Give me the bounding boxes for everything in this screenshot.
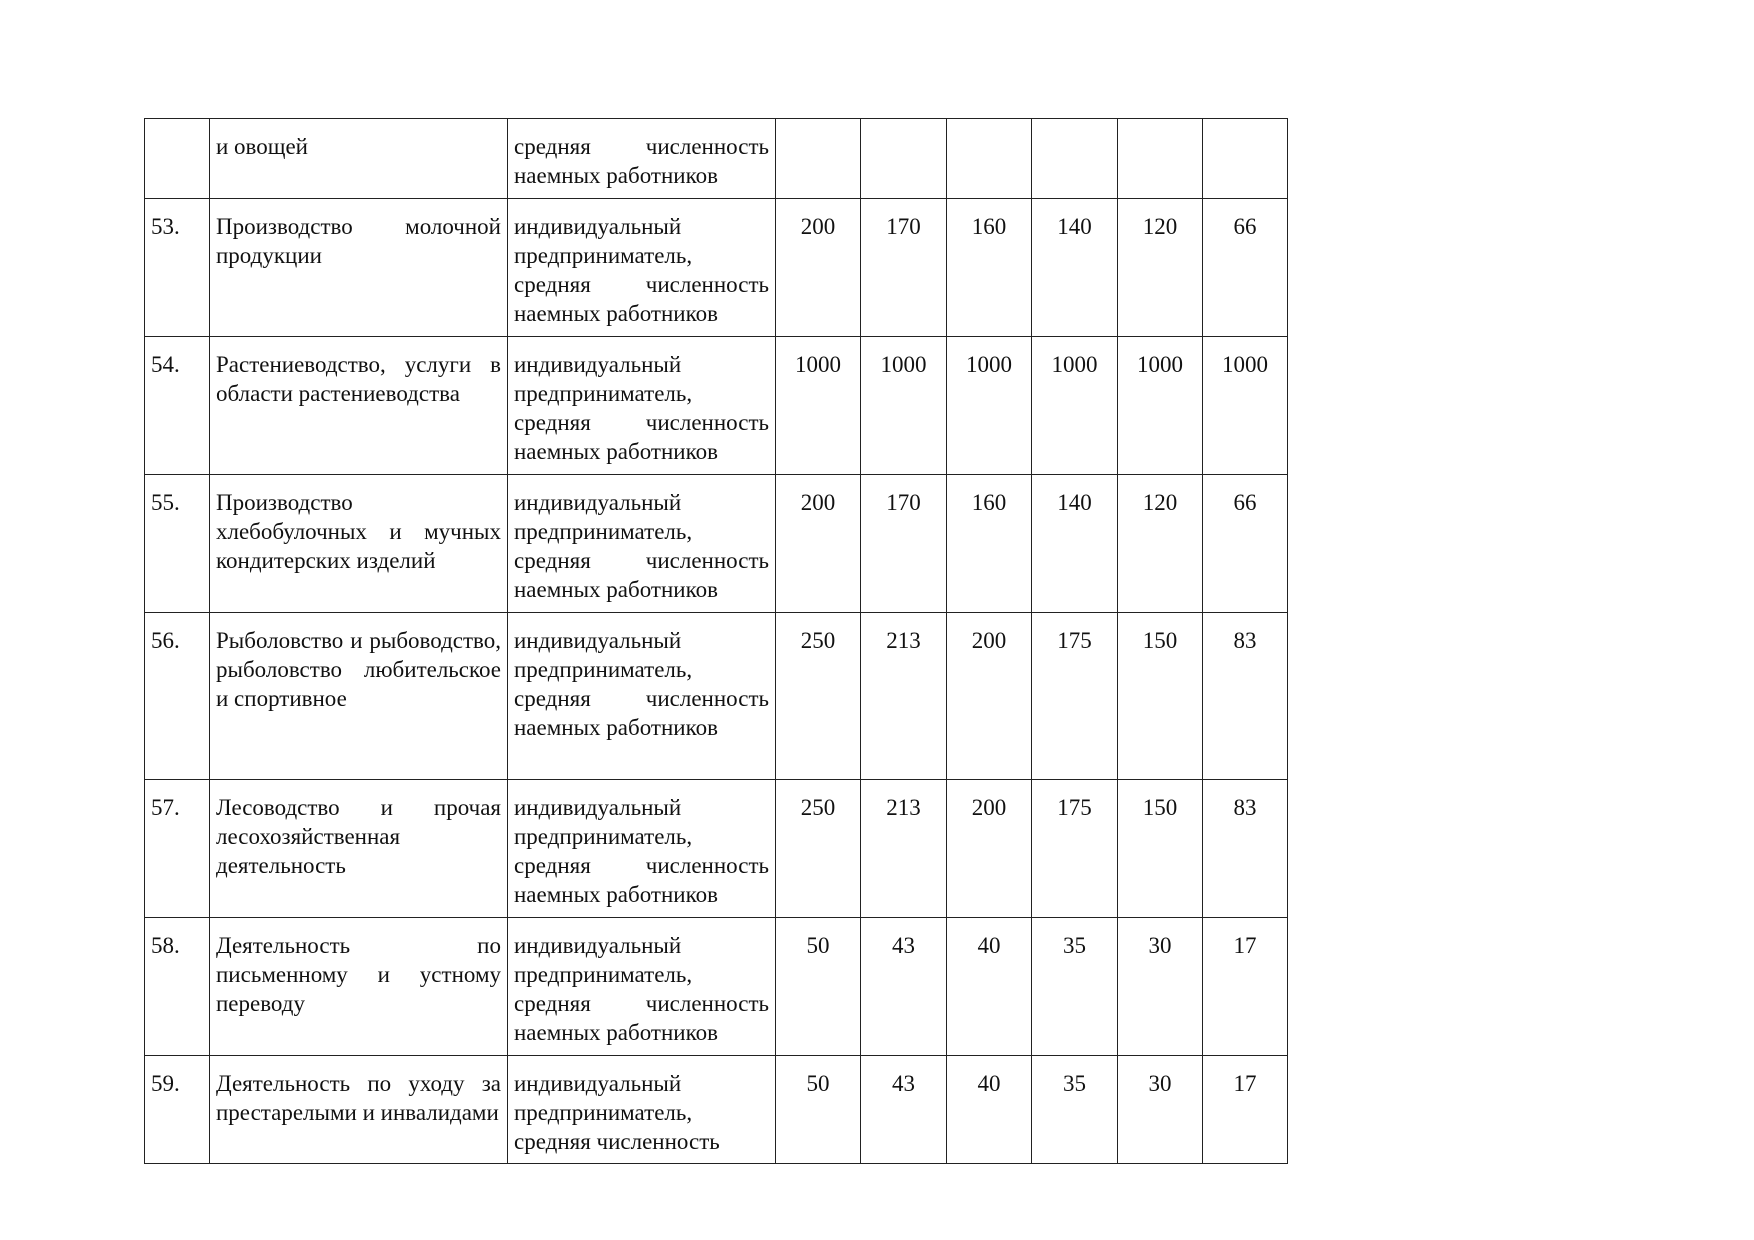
indicator-line: средняя численность: [514, 134, 769, 159]
table-row: [145, 475, 1288, 613]
physical-indicator: [508, 780, 776, 918]
value-cell: 40: [947, 918, 1032, 1056]
activity-name: Производство хлебобулочных и мучных кондитерских изделий: [210, 475, 508, 613]
indicator-line: наемных работников: [514, 715, 718, 740]
physical-indicator: [508, 119, 776, 199]
value-cell: 160: [947, 475, 1032, 613]
row-number: 56.: [145, 613, 210, 780]
value-cell: [776, 119, 861, 199]
value-cell: [1032, 119, 1118, 199]
value-cell: 35: [1032, 918, 1118, 1056]
indicator-line: индивидуальный: [514, 352, 682, 377]
row-number: 54.: [145, 337, 210, 475]
activity-name: Лесоводство и прочая лесохозяйственная деятельность: [210, 780, 508, 918]
physical-indicator: [508, 337, 776, 475]
physical-indicator: [508, 918, 776, 1056]
row-number: 53.: [145, 199, 210, 337]
value-cell: 120: [1118, 475, 1203, 613]
indicator-line: наемных работников: [514, 439, 718, 464]
value-cell: 35: [1032, 1056, 1118, 1164]
indicator-line: предприниматель,: [514, 657, 693, 682]
value-cell: 66: [1203, 475, 1288, 613]
value-cell: 170: [861, 475, 947, 613]
activity-name: Растениеводство, услуги в области растениеводства: [210, 337, 508, 475]
indicator-line: средняя численность: [514, 548, 769, 573]
value-cell: 250: [776, 613, 861, 780]
value-cell: 83: [1203, 780, 1288, 918]
indicator-line: средняя численность: [514, 853, 769, 878]
table-body: [145, 119, 1288, 1164]
value-cell: 40: [947, 1056, 1032, 1164]
value-cell: 17: [1203, 918, 1288, 1056]
table-row: [145, 918, 1288, 1056]
table-row: [145, 1056, 1288, 1164]
activity-name: и овощей: [210, 119, 508, 199]
value-cell: 1000: [776, 337, 861, 475]
value-cell: 43: [861, 1056, 947, 1164]
indicator-line: предприниматель,: [514, 962, 693, 987]
value-cell: 200: [947, 780, 1032, 918]
value-cell: 140: [1032, 475, 1118, 613]
indicator-line: средняя численность: [514, 686, 769, 711]
row-number: 59.: [145, 1056, 210, 1164]
indicator-line: средняя численность: [514, 991, 769, 1016]
tax-rate-table: [144, 118, 1288, 1164]
activity-name: Деятельность по уходу за престарелыми и инвалидами: [210, 1056, 508, 1164]
indicator-line: предприниматель,: [514, 1100, 693, 1125]
value-cell: 200: [776, 475, 861, 613]
value-cell: 250: [776, 780, 861, 918]
row-number: [145, 119, 210, 199]
value-cell: 213: [861, 780, 947, 918]
physical-indicator: [508, 475, 776, 613]
indicator-line: индивидуальный: [514, 214, 682, 239]
row-number: 57.: [145, 780, 210, 918]
indicator-line: предприниматель,: [514, 243, 693, 268]
value-cell: 150: [1118, 613, 1203, 780]
value-cell: [1203, 119, 1288, 199]
value-cell: 200: [776, 199, 861, 337]
value-cell: 30: [1118, 918, 1203, 1056]
table-row: [145, 337, 1288, 475]
value-cell: 1000: [1203, 337, 1288, 475]
activity-name: Рыболовство и рыбоводство, рыболовство любительское и спортивное: [210, 613, 508, 780]
indicator-line: предприниматель,: [514, 824, 693, 849]
indicator-line: наемных работников: [514, 577, 718, 602]
physical-indicator: [508, 1056, 776, 1164]
value-cell: 1000: [1032, 337, 1118, 475]
value-cell: 50: [776, 918, 861, 1056]
row-number: 58.: [145, 918, 210, 1056]
value-cell: 66: [1203, 199, 1288, 337]
value-cell: 175: [1032, 780, 1118, 918]
activity-name: Деятельность по письменному и устному переводу: [210, 918, 508, 1056]
value-cell: 140: [1032, 199, 1118, 337]
value-cell: 170: [861, 199, 947, 337]
table-row: [145, 119, 1288, 199]
row-number: 55.: [145, 475, 210, 613]
value-cell: 83: [1203, 613, 1288, 780]
indicator-line: индивидуальный: [514, 1071, 682, 1096]
indicator-line: предприниматель,: [514, 381, 693, 406]
value-cell: 30: [1118, 1056, 1203, 1164]
value-cell: [947, 119, 1032, 199]
value-cell: 160: [947, 199, 1032, 337]
indicator-line: наемных работников: [514, 163, 718, 188]
indicator-line: наемных работников: [514, 1020, 718, 1045]
activity-name: Производство молочной продукции: [210, 199, 508, 337]
value-cell: 17: [1203, 1056, 1288, 1164]
value-cell: 150: [1118, 780, 1203, 918]
indicator-line: средняя численность: [514, 272, 769, 297]
indicator-line: индивидуальный: [514, 933, 682, 958]
indicator-line: наемных работников: [514, 301, 718, 326]
indicator-line: средняя численность: [514, 410, 769, 435]
value-cell: 213: [861, 613, 947, 780]
indicator-line: наемных работников: [514, 882, 718, 907]
value-cell: 43: [861, 918, 947, 1056]
table-row: [145, 613, 1288, 780]
indicator-line: индивидуальный: [514, 628, 682, 653]
value-cell: 200: [947, 613, 1032, 780]
value-cell: 1000: [947, 337, 1032, 475]
value-cell: 50: [776, 1056, 861, 1164]
indicator-line: средняя численность: [514, 1129, 720, 1154]
indicator-line: индивидуальный: [514, 795, 682, 820]
indicator-line: предприниматель,: [514, 519, 693, 544]
physical-indicator: [508, 613, 776, 780]
physical-indicator: [508, 199, 776, 337]
table-row: [145, 780, 1288, 918]
value-cell: 120: [1118, 199, 1203, 337]
value-cell: 1000: [861, 337, 947, 475]
value-cell: 175: [1032, 613, 1118, 780]
value-cell: [1118, 119, 1203, 199]
table-row: [145, 199, 1288, 337]
value-cell: [861, 119, 947, 199]
value-cell: 1000: [1118, 337, 1203, 475]
indicator-line: индивидуальный: [514, 490, 682, 515]
